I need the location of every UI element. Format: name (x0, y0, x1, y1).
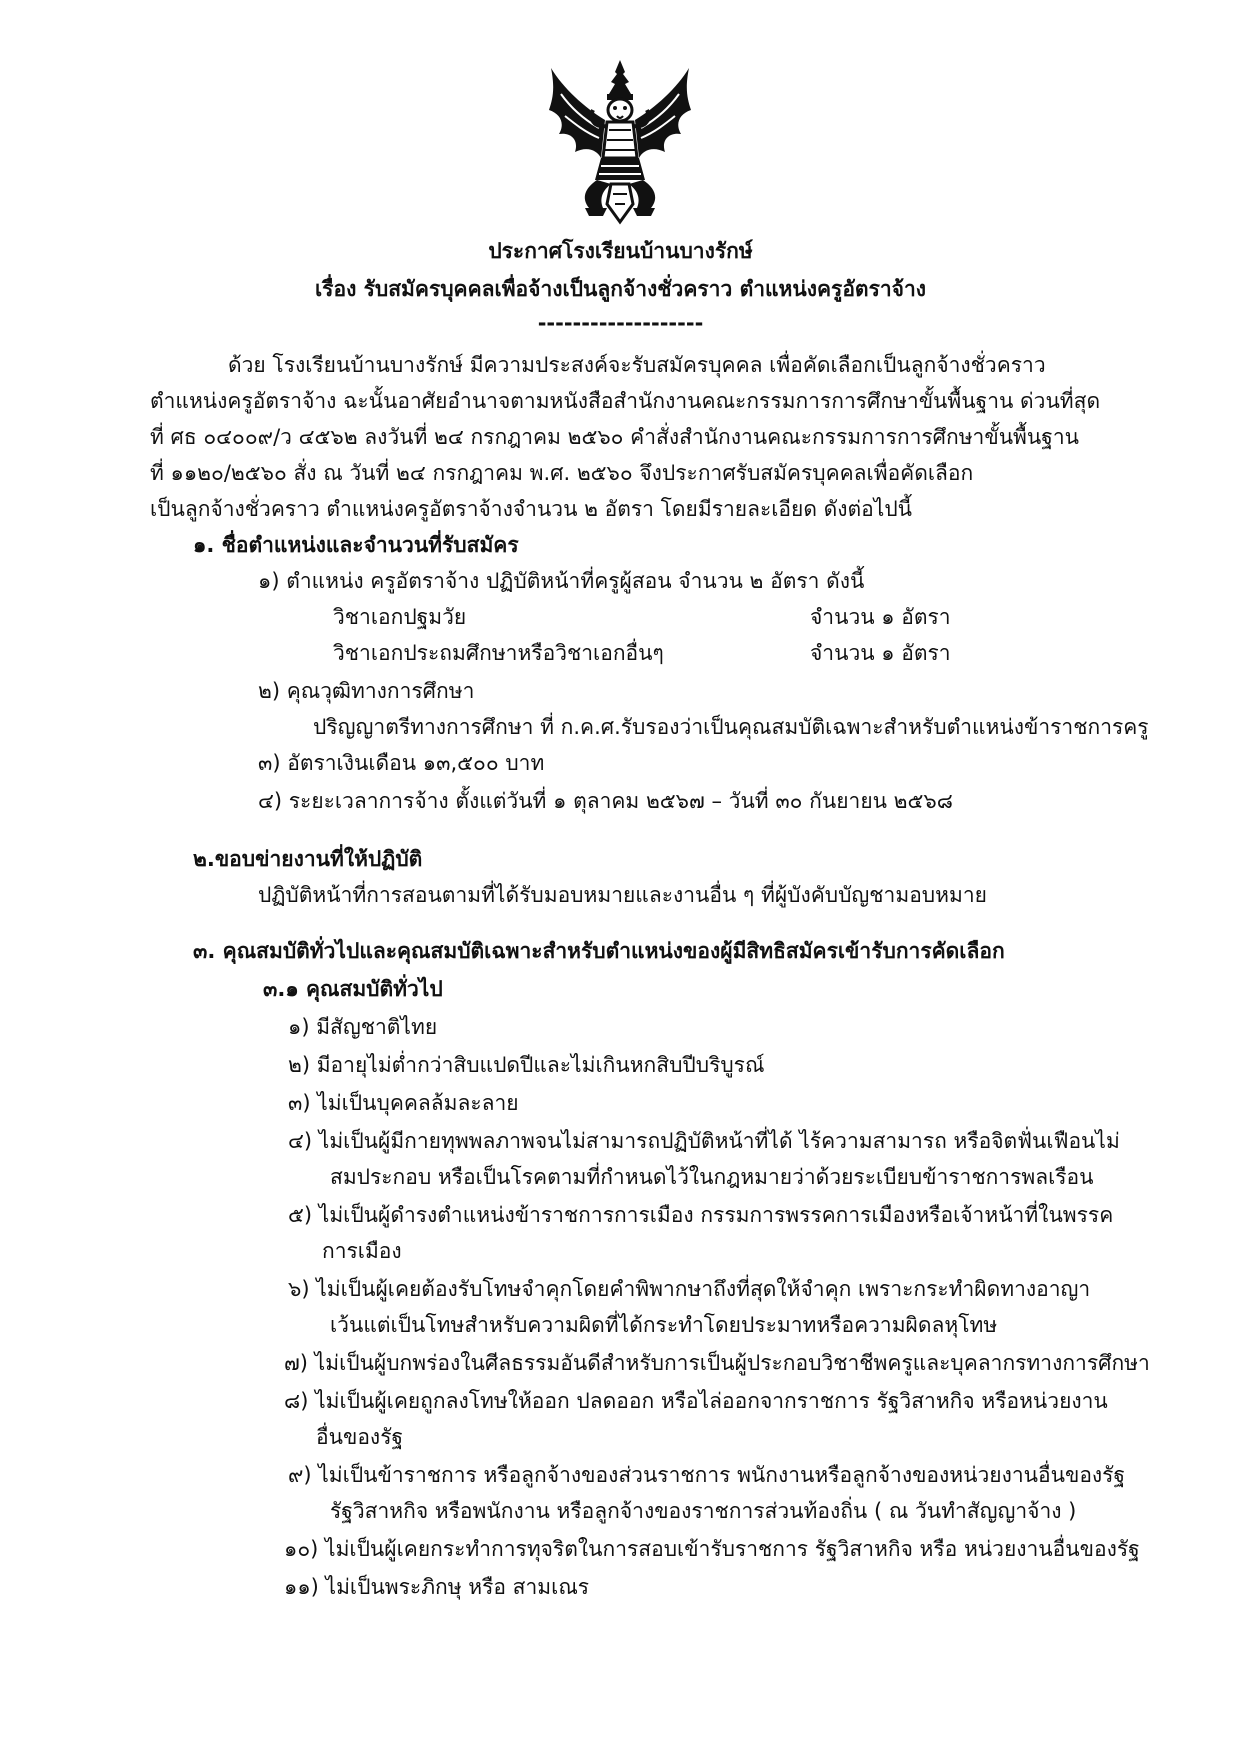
qualification-list-item: ๒) มีอายุไม่ต่ำกว่าสิบแปดปีและไม่เกินหกสิบปีบริบูรณ์ (288, 1053, 765, 1077)
title-divider: ------------------- (537, 311, 704, 335)
qualification-list-item-continued: อื่นของรัฐ (316, 1425, 404, 1449)
intro-line: ด้วย โรงเรียนบ้านบางรักษ์ มีความประสงค์จะรับสมัครบุคคล เพื่อคัดเลือกเป็นลูกจ้างชั่วคราว (228, 353, 1046, 377)
qualification-detail: ปริญญาตรีทางการศึกษา ที่ ก.ค.ศ.รับรองว่าเป็นคุณสมบัติเฉพาะสำหรับตำแหน่งข้าราชการครู (313, 715, 1149, 739)
section2-heading: ๒.ขอบข่ายงานที่ให้ปฏิบัติ (193, 847, 423, 871)
salary-item: ๓) อัตราเงินเดือน ๑๓,๕๐๐ บาท (258, 751, 545, 775)
qualification-list-item: ๙) ไม่เป็นข้าราชการ หรือลูกจ้างของส่วนราชการ พนักงานหรือลูกจ้างของหน่วยงานอื่นของรัฐ (288, 1463, 1126, 1487)
section2-detail: ปฏิบัติหน้าที่การสอนตามที่ได้รับมอบหมายและงานอื่น ๆ ที่ผู้บังคับบัญชามอบหมาย (258, 883, 987, 907)
qualification-list-item: ๗) ไม่เป็นผู้บกพร่องในศีลธรรมอันดีสำหรับการเป็นผู้ประกอบวิชาชีพครูและบุคลากรทางการศึกษา (284, 1351, 1150, 1375)
section3-heading: ๓. คุณสมบัติทั่วไปและคุณสมบัติเฉพาะสำหรับตำแหน่งของผู้มีสิทธิสมัครเข้ารับการคัดเลือก (193, 939, 1005, 963)
major-count: จำนวน ๑ อัตรา (810, 641, 951, 665)
major-count: จำนวน ๑ อัตรา (810, 605, 951, 629)
qualification-list-item: ๖) ไม่เป็นผู้เคยต้องรับโทษจำคุกโดยคำพิพากษาถึงที่สุดให้จำคุก เพราะกระทำผิดทางอาญา (288, 1277, 1091, 1301)
intro-line: ที่ ศธ ๐๔๐๐๙/ว ๔๕๖๒ ลงวันที่ ๒๔ กรกฎาคม ๒๕๖๐ คำสั่งสำนักงานคณะกรรมการการศึกษาขั้นพื้นฐาน (150, 425, 1079, 449)
employment-period-item: ๔) ระยะเวลาการจ้าง ตั้งแต่วันที่ ๑ ตุลาคม ๒๕๖๗ – วันที่ ๓๐ กันยายน ๒๕๖๘ (258, 789, 953, 813)
garuda-emblem-icon (545, 58, 695, 226)
qualification-list-item: ๑) มีสัญชาติไทย (288, 1015, 438, 1039)
section3-sub-heading: ๓.๑ คุณสมบัติทั่วไป (263, 977, 443, 1001)
qualification-list-item: ๑๐) ไม่เป็นผู้เคยกระทำการทุจริตในการสอบเข้ารับราชการ รัฐวิสาหกิจ หรือ หน่วยงานอื่นของรัฐ (284, 1537, 1140, 1561)
announcement-subject: เรื่อง รับสมัครบุคคลเพื่อจ้างเป็นลูกจ้างชั่วคราว ตำแหน่งครูอัตราจ้าง (315, 277, 926, 301)
major-name: วิชาเอกปฐมวัย (333, 605, 467, 629)
qualification-list-item: ๑๑) ไม่เป็นพระภิกษุ หรือ สามเณร (284, 1575, 590, 1599)
qualification-list-item-continued: รัฐวิสาหกิจ หรือพนักงาน หรือลูกจ้างของราชการส่วนท้องถิ่น ( ณ วันทำสัญญาจ้าง ) (330, 1499, 1077, 1523)
qualification-list-item: ๓) ไม่เป็นบุคคลล้มละลาย (288, 1091, 519, 1115)
qualification-list-item: ๕) ไม่เป็นผู้ดำรงตำแหน่งข้าราชการการเมือง กรรมการพรรคการเมืองหรือเจ้าหน้าที่ในพรรค (288, 1203, 1114, 1227)
announcement-title: ประกาศโรงเรียนบ้านบางรักษ์ (488, 239, 753, 263)
qualification-list-item-continued: การเมือง (322, 1239, 402, 1263)
section1-heading: ๑. ชื่อตำแหน่งและจำนวนที่รับสมัคร (193, 533, 519, 557)
major-name: วิชาเอกประถมศึกษาหรือวิชาเอกอื่นๆ (333, 641, 664, 665)
intro-line: ตำแหน่งครูอัตราจ้าง ฉะนั้นอาศัยอำนาจตามหนังสือสำนักงานคณะกรรมการการศึกษาขั้นพื้นฐาน ด่วนที่สุด (150, 389, 1101, 413)
qualification-list-item-continued: สมประกอบ หรือเป็นโรคตามที่กำหนดไว้ในกฎหมายว่าด้วยระเบียบข้าราชการพลเรือน (330, 1165, 1094, 1189)
qualification-list-item: ๘) ไม่เป็นผู้เคยถูกลงโทษให้ออก ปลดออก หรือไล่ออกจากราชการ รัฐวิสาหกิจ หรือหน่วยงาน (284, 1389, 1108, 1413)
qualification-list-item: ๔) ไม่เป็นผู้มีกายทุพพลภาพจนไม่สามารถปฏิบัติหน้าที่ได้ ไร้ความสามารถ หรือจิตฟั่นเฟือนไม่ (288, 1129, 1120, 1153)
qualification-item: ๒) คุณวุฒิทางการศึกษา (258, 679, 475, 703)
qualification-list-item-continued: เว้นแต่เป็นโทษสำหรับความผิดที่ได้กระทำโดยประมาทหรือความผิดลหุโทษ (330, 1313, 998, 1337)
intro-line: เป็นลูกจ้างชั่วคราว ตำแหน่งครูอัตราจ้างจำนวน ๒ อัตรา โดยมีรายละเอียด ดังต่อไปนี้ (150, 497, 913, 521)
intro-line: ที่ ๑๑๒๐/๒๕๖๐ สั่ง ณ วันที่ ๒๔ กรกฎาคม พ.ศ. ๒๕๖๐ จึงประกาศรับสมัครบุคคลเพื่อคัดเลือก (150, 461, 974, 485)
position-item: ๑) ตำแหน่ง ครูอัตราจ้าง ปฏิบัติหน้าที่ครูผู้สอน จำนวน ๒ อัตรา ดังนี้ (258, 569, 865, 593)
